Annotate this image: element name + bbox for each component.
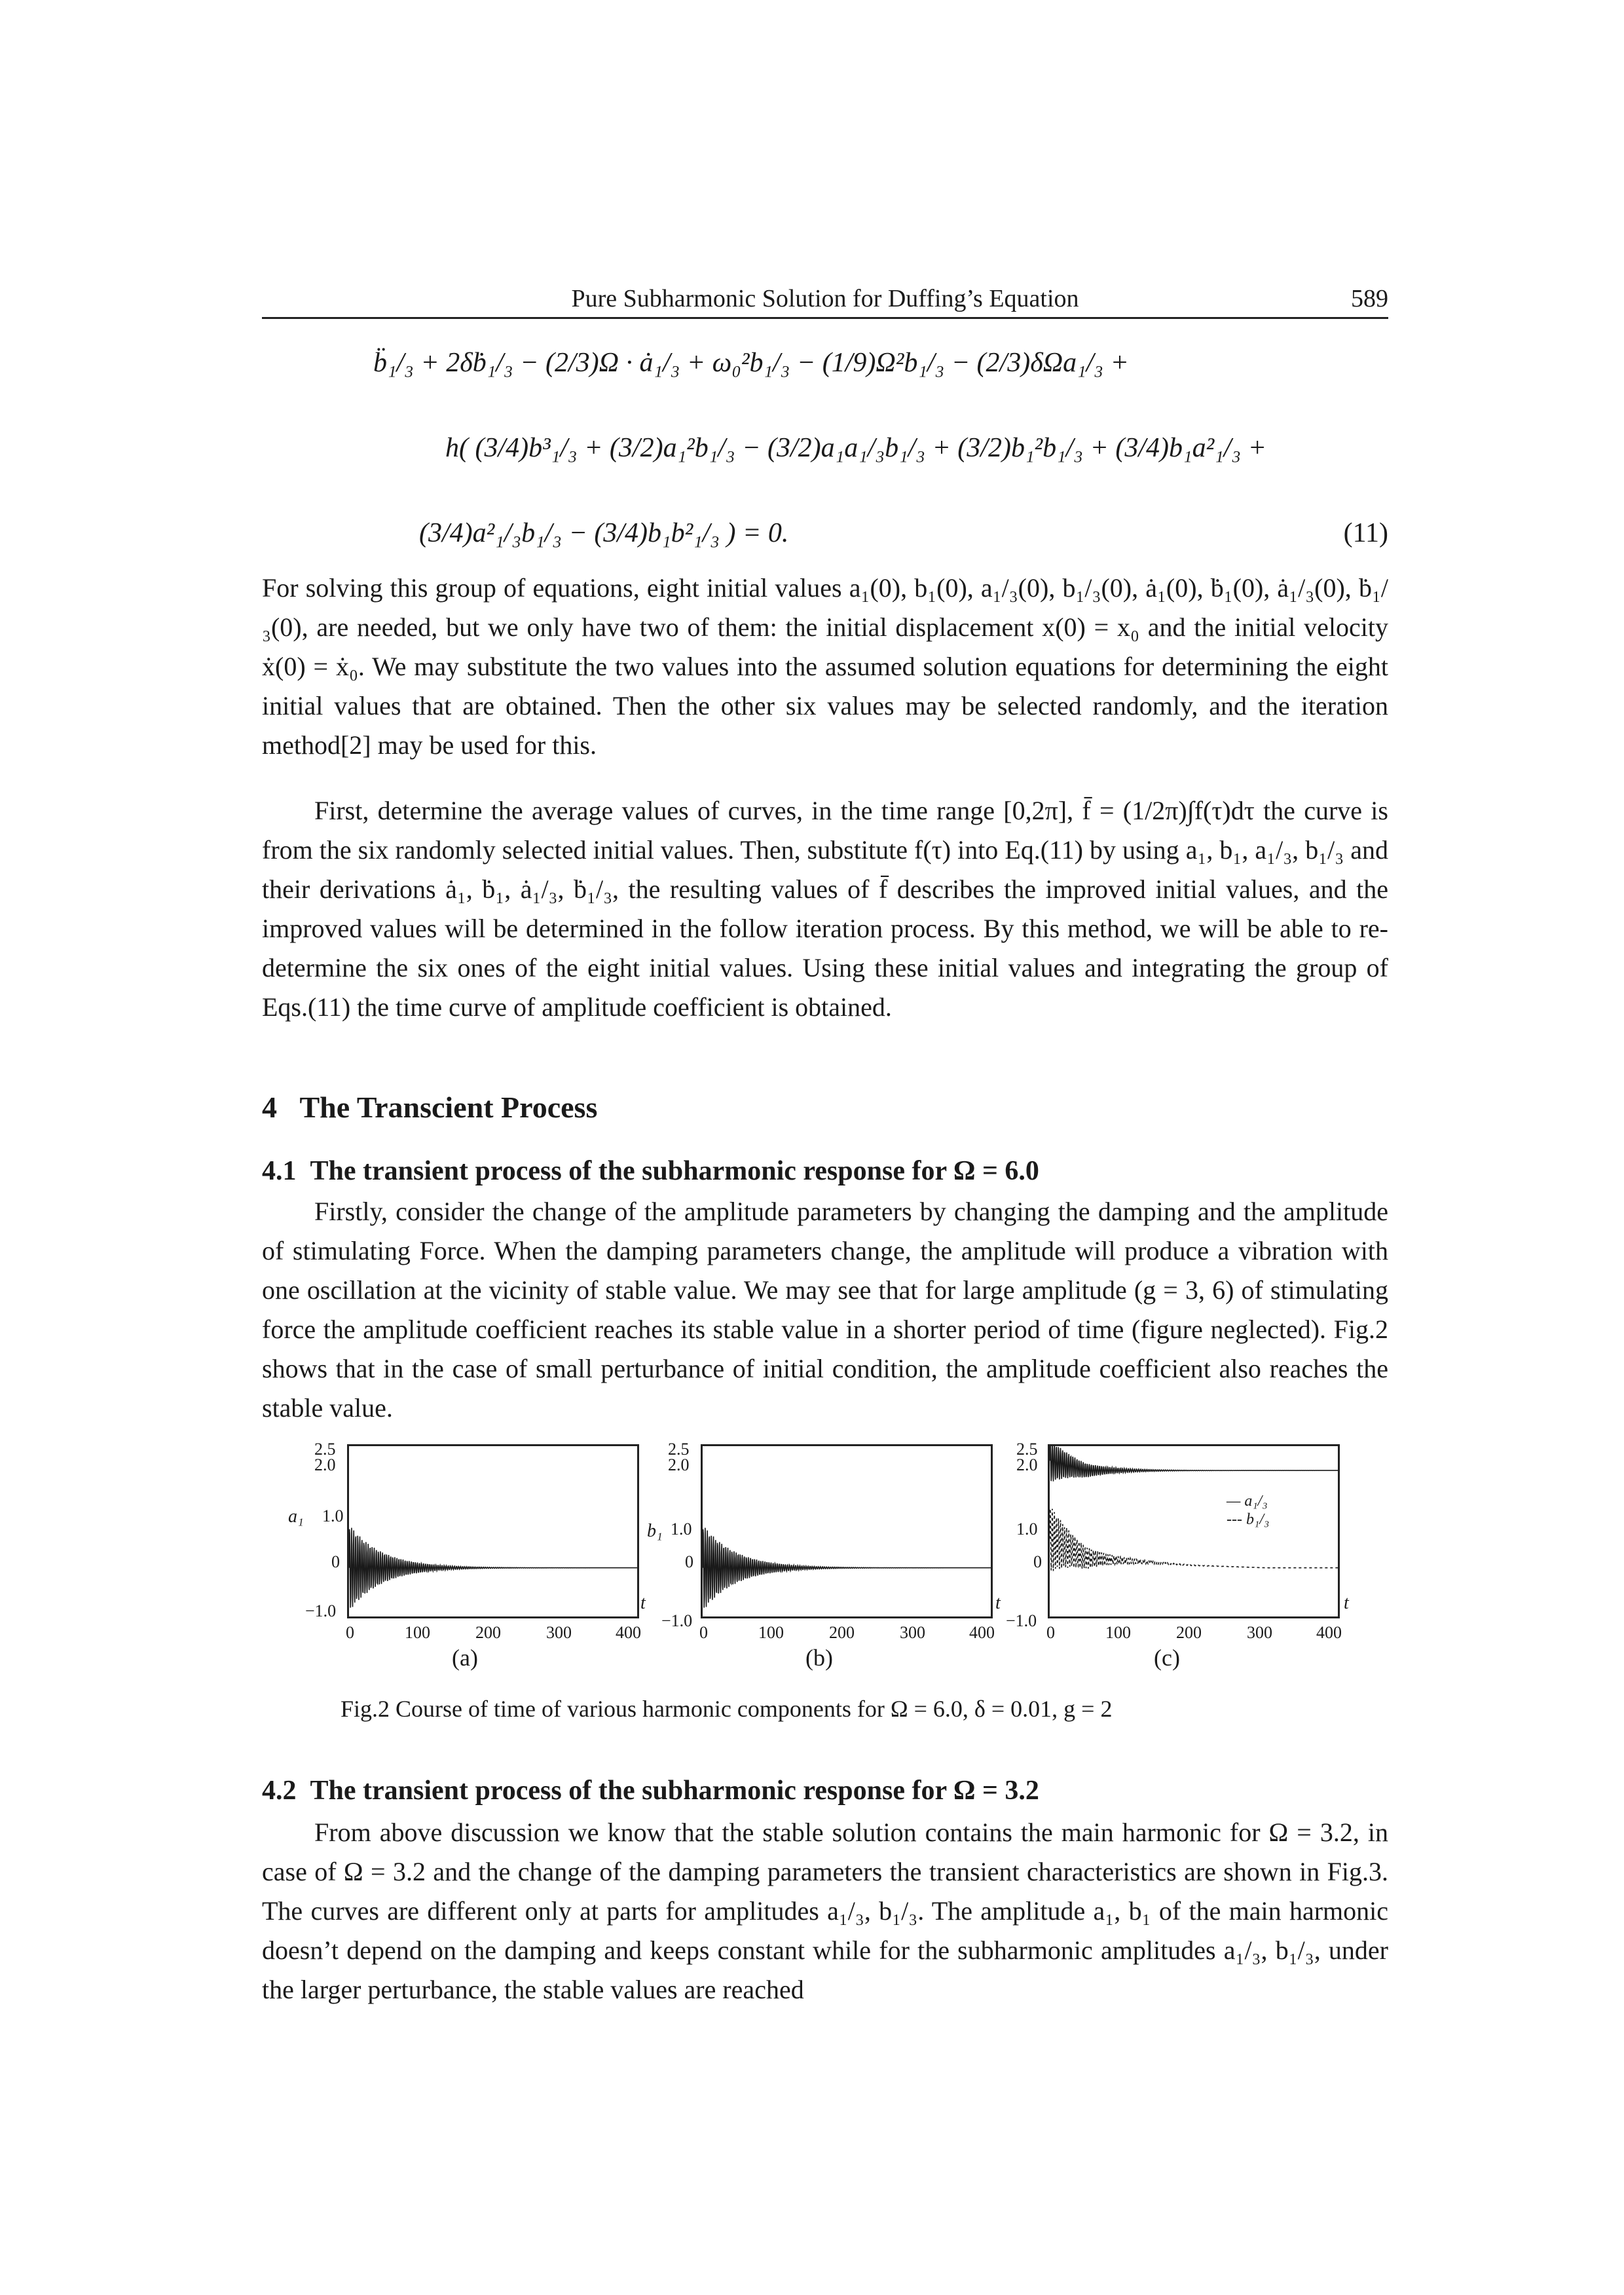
plot-b — [703, 1446, 991, 1616]
panel-label-b: (b) — [805, 1645, 833, 1671]
subsection-number: 4.1 — [262, 1156, 297, 1186]
ytick-c-2.0: 2.0 — [1016, 1455, 1038, 1474]
xtick-b-300: 300 — [900, 1623, 925, 1642]
xtick-c-0: 0 — [1046, 1623, 1055, 1642]
section-title: The Transcient Process — [299, 1091, 598, 1124]
equation-line-1: b̈₁/₃ + 2δḃ₁/₃ − (2/3)Ω · ȧ₁/₃ + ω₀²b₁/₃ − (1/9)Ω²b₁/₃ − (2/3)δΩa₁/₃ + — [373, 348, 1129, 378]
section-number: 4 — [262, 1091, 277, 1124]
figure-panel-a — [347, 1444, 639, 1618]
ytick-c-neg1: −1.0 — [1006, 1611, 1037, 1630]
figure-panel-b — [701, 1444, 993, 1618]
xtick-b-400: 400 — [969, 1623, 995, 1642]
ytick-c-1.0: 1.0 — [1016, 1520, 1038, 1539]
xlabel-c: t — [1344, 1593, 1349, 1613]
xtick-b-100: 100 — [758, 1623, 784, 1642]
ytick-b-2.5: 2.5 — [668, 1440, 690, 1459]
xtick-a-200: 200 — [475, 1623, 501, 1642]
xtick-c-300: 300 — [1247, 1623, 1272, 1642]
xtick-a-100: 100 — [405, 1623, 430, 1642]
page-number: 589 — [1351, 285, 1388, 312]
ytick-a-0: 0 — [331, 1552, 340, 1571]
ytick-b-2.0: 2.0 — [668, 1455, 690, 1474]
series-line-b₁/₃ — [1050, 1509, 1338, 1571]
panel-label-a: (a) — [452, 1645, 478, 1671]
xtick-a-300: 300 — [546, 1623, 572, 1642]
ylabel-b: b₁ — [647, 1521, 663, 1541]
paragraph-transient-3-2: From above discussion we know that the stable solution contains the main harmonic for Ω = 3.2, in case of Ω = 3.2 and the change of the damping parameters the transient characteristics are shown in Fig.3. The curves are different only at parts for amplitudes a₁/₃, b₁/₃. The amplitude a₁, b₁ of the main harmonic doesn’t depend on the damping and keeps constant while for the subharmonic amplitudes a₁/₃, b₁/₃, under the larger perturbance, the stable values are reached — [262, 1818, 1388, 2004]
ylabel-a: a₁ — [288, 1506, 304, 1527]
ytick-c-2.5: 2.5 — [1016, 1440, 1038, 1459]
equation-number: (11) — [1343, 518, 1388, 548]
ytick-b-0: 0 — [685, 1552, 693, 1571]
running-title: Pure Subharmonic Solution for Duffing’s Equation — [571, 285, 1079, 312]
xtick-b-200: 200 — [829, 1623, 855, 1642]
subsection-title: The transient process of the subharmonic response for Ω = 6.0 — [310, 1156, 1039, 1186]
legend-entry-b13: --- b₁/₃ — [1227, 1511, 1270, 1528]
ytick-b-neg1: −1.0 — [661, 1611, 693, 1630]
paragraph-initial-values: For solving this group of equations, eight initial values a₁(0), b₁(0), a₁/₃(0), b₁/₃(0), ȧ₁(0), ḃ₁(0), ȧ₁/₃(0), ḃ₁/₃(0), are needed, but we only have two of them: the initial displacement x(0) = x₀ and the initial velocity ẋ(0) = ẋ₀. We may substitute the two values into the assumed solution equations for determining the eight initial values that are obtained. Then the other six values may be selected randomly, and the iteration method[2] may be used for this. — [262, 573, 1388, 760]
xlabel-b: t — [995, 1593, 1001, 1613]
paragraph-average-values: First, determine the average values of curves, in the time range [0,2π], f̄ = (1/2π)∫f(τ)dτ the curve is from the six randomly selected initial values. Then, substitute f(τ) into Eq.(11) by using a₁, b₁, a₁/₃, b₁/₃ and their derivations ȧ₁, ḃ₁, ȧ₁/₃, ḃ₁/₃, the resulting values of f̄ describes the improved initial values, and the improved values will be determined in the follow iteration process. By this method, we will be able to re-determine the six ones of the eight initial values. Using these initial values and integrating the group of Eqs.(11) the time curve of amplitude coefficient is obtained. — [262, 796, 1388, 1022]
legend-entry-a13: — a₁/₃ — [1227, 1493, 1268, 1510]
header-rule — [262, 317, 1388, 319]
section-heading — [262, 1090, 597, 1125]
xtick-c-100: 100 — [1105, 1623, 1131, 1642]
legend — [1227, 1492, 1269, 1529]
xtick-c-200: 200 — [1176, 1623, 1202, 1642]
ytick-a-2.0: 2.0 — [314, 1455, 336, 1474]
equation-line-3: (3/4)a²₁/₃b₁/₃ − (3/4)b₁b²₁/₃ ) = 0. — [419, 518, 789, 548]
figure-caption: Fig.2 Course of time of various harmonic components for Ω = 6.0, δ = 0.01, g = 2 — [341, 1696, 1113, 1722]
running-header — [262, 282, 1388, 321]
subsection-number: 4.2 — [262, 1776, 297, 1806]
plot-a — [349, 1446, 637, 1616]
panel-label-c: (c) — [1154, 1645, 1180, 1671]
xtick-c-400: 400 — [1316, 1623, 1342, 1642]
subsection-title: The transient process of the subharmonic response for Ω = 3.2 — [310, 1776, 1039, 1806]
series-line-a₁/₃ — [1050, 1446, 1338, 1482]
series-line-b₁ — [703, 1528, 991, 1608]
paragraph-transient-6: Firstly, consider the change of the amplitude parameters by changing the damping and the amplitude of stimulating Force. When the damping parameters change, the amplitude will produce a vibration with one oscillation at the vicinity of stable value. We may see that for large amplitude (g = 3, 6) of stimulating force the amplitude coefficient reaches its stable value in a shorter period of time (figure neglected). Fig.2 shows that in the case of small perturbance of initial condition, the amplitude coefficient also reaches the stable value. — [262, 1197, 1388, 1423]
xtick-a-400: 400 — [616, 1623, 641, 1642]
ytick-a-1.0: 1.0 — [322, 1506, 344, 1525]
equation-line-2: h( (3/4)b³₁/₃ + (3/2)a₁²b₁/₃ − (3/2)a₁a₁/₃b₁/₃ + (3/2)b₁²b₁/₃ + (3/4)b₁a²₁/₃ + — [445, 433, 1266, 463]
plot-c — [1050, 1446, 1338, 1616]
xtick-a-0: 0 — [346, 1623, 354, 1642]
ytick-b-1.0: 1.0 — [671, 1520, 692, 1539]
xtick-b-0: 0 — [699, 1623, 708, 1642]
ytick-c-0: 0 — [1033, 1552, 1042, 1571]
figure-panel-c — [1048, 1444, 1340, 1618]
series-line-a₁ — [349, 1528, 637, 1608]
xlabel-a: t — [640, 1593, 646, 1613]
subsection-4-2-heading — [262, 1775, 1039, 1806]
ytick-a-2.5: 2.5 — [314, 1440, 336, 1459]
subsection-4-1-heading — [262, 1155, 1039, 1187]
ytick-a-neg1: −1.0 — [305, 1601, 337, 1620]
